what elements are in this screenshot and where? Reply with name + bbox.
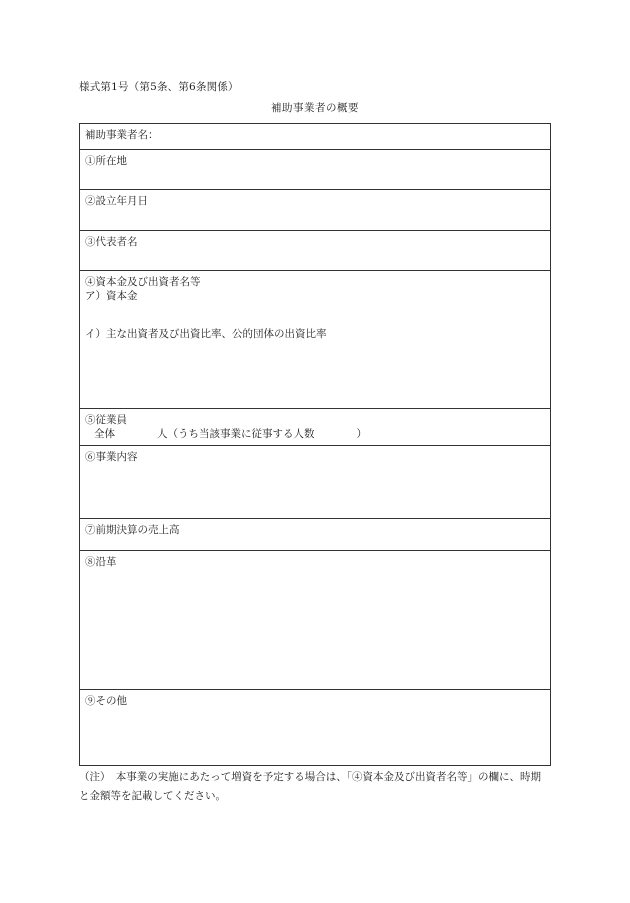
- employees-detail: 全体 人（うち当該事業に従事する人数 ）: [94, 428, 367, 440]
- capital-sub-a: ア）資本金: [85, 290, 138, 302]
- row-other[interactable]: [80, 689, 550, 765]
- overview-form-table: [79, 123, 551, 766]
- row-previous-sales[interactable]: [80, 518, 550, 550]
- representative-label: ③代表者名: [85, 236, 138, 248]
- row-employees[interactable]: [80, 408, 550, 445]
- previous-sales-label: ⑦前期決算の売上高: [85, 524, 180, 536]
- other-label: ⑨その他: [85, 695, 127, 707]
- employees-label: ⑤従業員: [85, 414, 127, 426]
- applicant-name-label: 補助事業者名：: [85, 129, 159, 141]
- capital-label: ④資本金及び出資者名等: [85, 276, 201, 288]
- footnote: （注） 本事業の実施にあたって増資を予定する場合は、「④資本金及び出資者名等」の欄に、時期と金額等を記載してください。: [79, 771, 541, 802]
- row-established-date[interactable]: [80, 189, 550, 230]
- row-business-content[interactable]: [80, 445, 550, 518]
- row-location[interactable]: [80, 149, 550, 189]
- location-label: ①所在地: [85, 155, 127, 167]
- form-number: 様式第1号（第5条、第6条関係）: [79, 81, 239, 93]
- row-capital[interactable]: [80, 270, 550, 408]
- document-title: 補助事業者の概要: [271, 102, 359, 114]
- established-date-label: ②設立年月日: [85, 195, 148, 207]
- row-history[interactable]: [80, 550, 550, 689]
- capital-sub-b: イ）主な出資者及び出資比率、公的団体の出資比率: [85, 328, 327, 340]
- history-label: ⑧沿革: [85, 556, 117, 568]
- row-applicant-name[interactable]: [80, 124, 550, 149]
- business-content-label: ⑥事業内容: [85, 451, 138, 463]
- row-representative[interactable]: [80, 230, 550, 270]
